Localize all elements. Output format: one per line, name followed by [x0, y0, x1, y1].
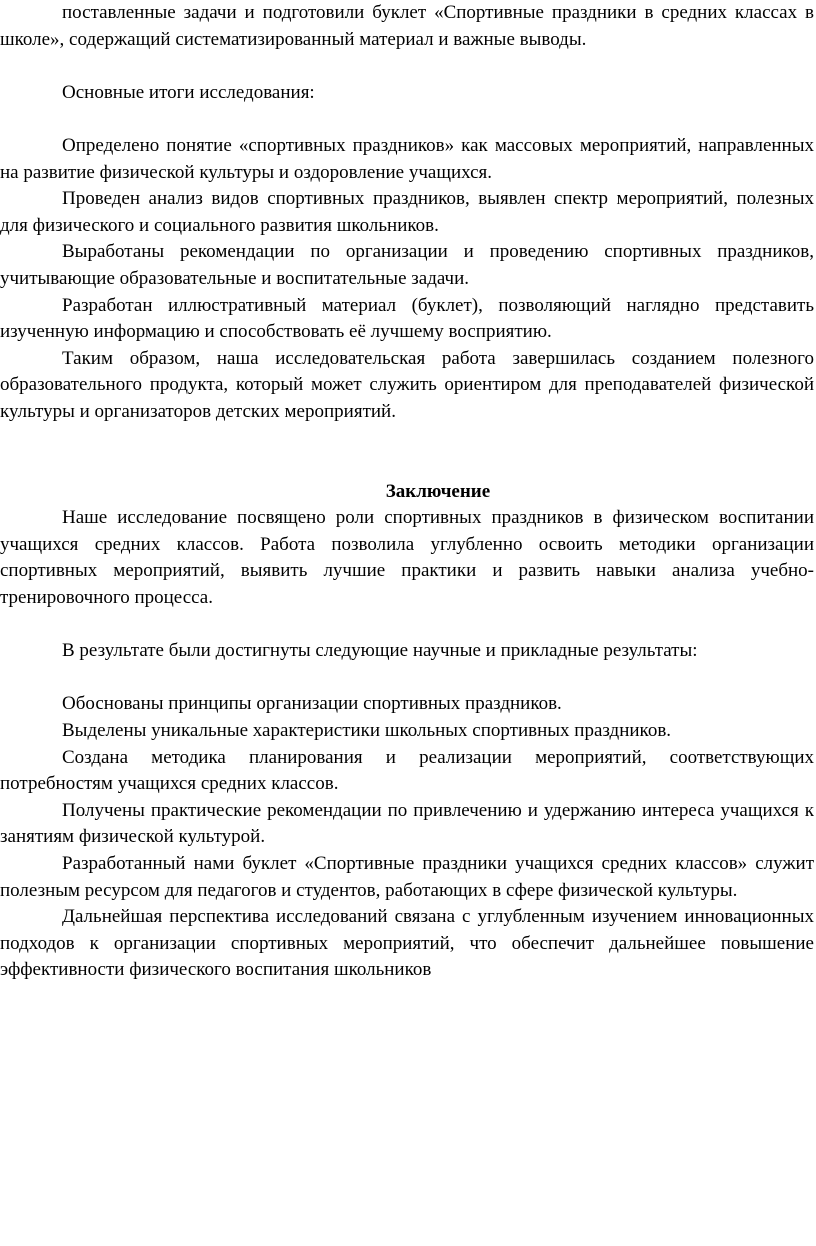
- conclusion-item-4: Получены практические рекомендации по привлечению и удержанию интереса учащихся к занятиям физической культурой.: [0, 799, 814, 848]
- conclusion-item-2: Выделены уникальные характеристики школьных спортивных праздников.: [62, 720, 672, 742]
- results-label: Основные итоги исследования:: [62, 81, 315, 103]
- conclusion-item-1: Обоснованы принципы организации спортивных праздников.: [62, 693, 562, 715]
- result-item-3: Выработаны рекомендации по организации и проведению спортивных праздников, учитывающие образовательные и воспитательные задачи.: [0, 241, 814, 289]
- result-item-1: Определено понятие «спортивных праздников» как массовых мероприятий, направленных на развитие физической культуры и оздоровление учащихся.: [0, 134, 814, 183]
- conclusion-item-6: Дальнейшая перспектива исследований связана с углубленным изучением инновационных подходов к организации спортивных мероприятий, что обеспечит дальнейшее повышение эффективности физического воспитания школьников: [0, 906, 814, 981]
- conclusion-heading: Заключение: [385, 480, 491, 502]
- conclusion-intro-paragraph: Наше исследование посвящено роли спортивных праздников в физическом воспитании учащихся средних классов. Работа позволила углубленно освоить методики организации спортивных мероприятий, выявить лучшие практики и развить навыки анализа учебно-тренировочного процесса.: [0, 507, 814, 609]
- conclusion-item-3: Создана методика планирования и реализации мероприятий, соответствующих потребностям учащихся средних классов.: [0, 746, 814, 795]
- result-item-2: Проведен анализ видов спортивных праздников, выявлен спектр мероприятий, полезных для физического и социального развития школьников.: [0, 188, 814, 236]
- conclusion-item-5: Разработанный нами буклет «Спортивные праздники учащихся средних классов» служит полезным ресурсом для педагогов и студентов, работающих в сфере физической культуры.: [0, 853, 814, 901]
- summary-paragraph: Таким образом, наша исследовательская работа завершилась созданием полезного образовательного продукта, который может служить ориентиром для преподавателей физической культуры и организаторов детских мероприятий.: [0, 347, 814, 422]
- conclusion-results-label: В результате были достигнуты следующие научные и прикладные результаты:: [62, 640, 698, 662]
- result-item-4: Разработан иллюстративный материал (буклет), позволяющий наглядно представить изученную информацию и способствовать её лучшему восприятию.: [0, 294, 814, 343]
- intro-paragraph: поставленные задачи и подготовили буклет «Спортивные праздники в средних классах в школе», содержащий систематизированный материал и важные выводы.: [0, 2, 814, 50]
